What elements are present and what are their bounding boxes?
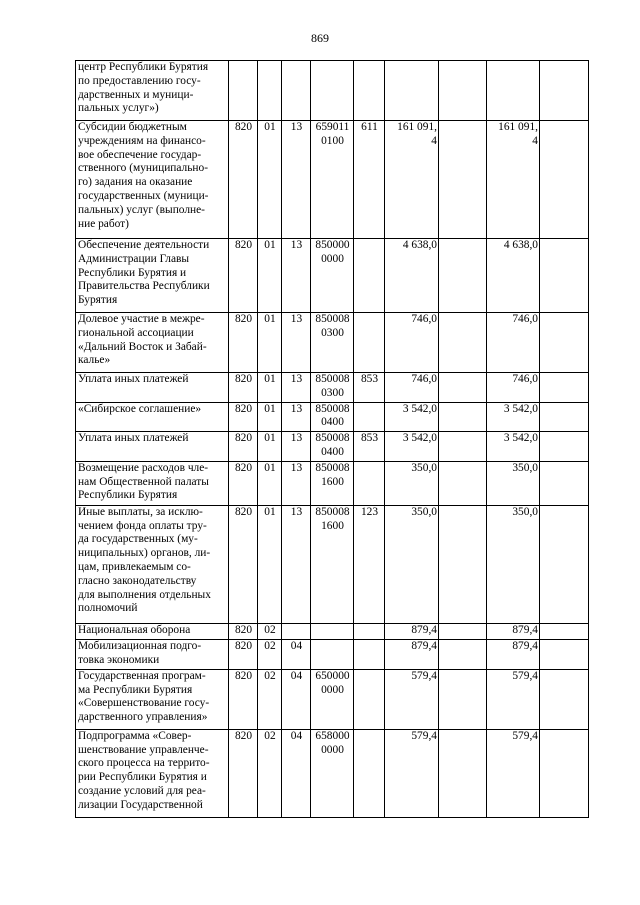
- cell-line: 879,4: [512, 623, 538, 636]
- cell-amount-2: [487, 461, 540, 505]
- cell-amount: [385, 239, 439, 313]
- cell-empty: [540, 729, 589, 817]
- cell-pr: 04: [282, 639, 311, 669]
- cell-amount: [385, 313, 439, 373]
- cell-rz: 01: [258, 432, 282, 462]
- cell-rz: 01: [258, 239, 282, 313]
- table-row: [76, 461, 589, 505]
- cell-csr: [311, 61, 354, 121]
- cell-pr: 13: [282, 402, 311, 432]
- cell-rz: 01: [258, 373, 282, 403]
- table-row: [76, 623, 589, 639]
- cell-line: 0000: [321, 683, 344, 696]
- cell-empty: [540, 373, 589, 403]
- cell-line: создание условий для реа-: [78, 784, 206, 797]
- cell-name: [76, 639, 229, 669]
- cell-amount-2: [487, 61, 540, 121]
- cell-empty: [540, 639, 589, 669]
- cell-empty: [540, 669, 589, 729]
- cell-line: 658000: [315, 729, 350, 742]
- table-row: [76, 121, 589, 239]
- cell-ved: 820: [229, 121, 258, 239]
- table-row: [76, 402, 589, 432]
- table-row: [76, 432, 589, 462]
- cell-line: 350,0: [512, 461, 538, 474]
- cell-empty: [439, 121, 487, 239]
- page-number: 869: [311, 31, 329, 45]
- cell-ved: 820: [229, 432, 258, 462]
- cell-line: го) задания на оказание: [78, 176, 193, 189]
- cell-line: 4 638,0: [503, 239, 538, 251]
- table-row: [76, 61, 589, 121]
- cell-amount-2: [487, 669, 540, 729]
- cell-vr: 611: [354, 121, 385, 239]
- cell-name: [76, 461, 229, 505]
- cell-line: Республики Бурятия и: [78, 266, 187, 279]
- cell-amount-2: [487, 505, 540, 623]
- cell-line: 3 542,0: [503, 402, 538, 415]
- cell-line: Подпрограмма «Совер-: [78, 729, 192, 742]
- cell-csr: [311, 639, 354, 669]
- cell-line: 1600: [321, 519, 344, 532]
- cell-line: 850008: [315, 461, 350, 474]
- cell-line: Долевое участие в межре-: [78, 313, 205, 325]
- cell-csr: [311, 121, 354, 239]
- cell-amount: [385, 61, 439, 121]
- cell-line: 3 542,0: [402, 432, 437, 445]
- cell-line: лизации Государственной: [78, 798, 203, 811]
- cell-line: 746,0: [512, 373, 538, 385]
- cell-line: государственных (муници-: [78, 189, 209, 202]
- cell-line: 4: [431, 134, 437, 147]
- cell-line: Мобилизационная подго-: [78, 639, 202, 652]
- cell-amount: [385, 432, 439, 462]
- table-row: [76, 669, 589, 729]
- cell-rz: 01: [258, 461, 282, 505]
- cell-empty: [540, 121, 589, 239]
- cell-line: 350,0: [411, 505, 437, 518]
- cell-name: [76, 313, 229, 373]
- cell-ved: 820: [229, 623, 258, 639]
- cell-line: Республики Бурятия: [78, 489, 178, 502]
- cell-rz: 02: [258, 669, 282, 729]
- cell-empty: [540, 623, 589, 639]
- cell-empty: [540, 461, 589, 505]
- cell-rz: 01: [258, 402, 282, 432]
- cell-line: полномочий: [78, 602, 138, 615]
- cell-line: пальных услуг»): [78, 102, 159, 115]
- cell-empty: [540, 61, 589, 121]
- cell-amount-2: [487, 432, 540, 462]
- table-row: [76, 313, 589, 373]
- cell-rz: 02: [258, 639, 282, 669]
- cell-line: 879,4: [411, 623, 437, 636]
- cell-pr: 13: [282, 313, 311, 373]
- cell-name: [76, 121, 229, 239]
- cell-ved: 820: [229, 729, 258, 817]
- cell-line: 0000: [321, 743, 344, 756]
- cell-line: 350,0: [512, 505, 538, 518]
- cell-amount-2: [487, 239, 540, 313]
- cell-amount-2: [487, 402, 540, 432]
- cell-csr: [311, 505, 354, 623]
- cell-line: 746,0: [512, 313, 538, 325]
- cell-vr: 853: [354, 432, 385, 462]
- cell-csr: [311, 623, 354, 639]
- cell-line: 746,0: [411, 373, 437, 385]
- cell-empty: [439, 239, 487, 313]
- cell-empty: [439, 669, 487, 729]
- cell-line: 4 638,0: [402, 239, 437, 251]
- cell-name: [76, 669, 229, 729]
- cell-line: Бурятия: [78, 294, 118, 307]
- cell-empty: [540, 313, 589, 373]
- cell-line: да государственных (му-: [78, 533, 198, 546]
- table-row: [76, 373, 589, 403]
- cell-empty: [540, 402, 589, 432]
- cell-empty: [439, 639, 487, 669]
- cell-line: 850008: [315, 402, 350, 415]
- cell-rz: 02: [258, 623, 282, 639]
- cell-line: ственного (муниципально-: [78, 162, 209, 175]
- cell-ved: 820: [229, 239, 258, 313]
- cell-line: 0300: [321, 386, 344, 399]
- cell-pr: 04: [282, 729, 311, 817]
- cell-rz: [258, 61, 282, 121]
- cell-empty: [439, 505, 487, 623]
- cell-name: [76, 239, 229, 313]
- cell-amount-2: [487, 373, 540, 403]
- cell-pr: 13: [282, 121, 311, 239]
- cell-line: 4: [532, 134, 538, 147]
- cell-line: 579,4: [411, 729, 437, 742]
- cell-vr: [354, 623, 385, 639]
- cell-line: «Сибирское соглашение»: [78, 402, 202, 415]
- cell-pr: 13: [282, 373, 311, 403]
- cell-vr: 123: [354, 505, 385, 623]
- cell-line: 850008: [315, 432, 350, 445]
- cell-pr: 13: [282, 505, 311, 623]
- cell-line: «Дальний Восток и Забай-: [78, 340, 207, 353]
- cell-ved: 820: [229, 669, 258, 729]
- cell-line: Национальная оборона: [78, 623, 191, 636]
- cell-amount: [385, 461, 439, 505]
- cell-line: товка экономики: [78, 653, 160, 666]
- cell-empty: [439, 432, 487, 462]
- cell-csr: [311, 239, 354, 313]
- cell-vr: [354, 239, 385, 313]
- cell-line: 850008: [315, 313, 350, 325]
- cell-amount-2: [487, 121, 540, 239]
- cell-amount: [385, 505, 439, 623]
- cell-amount-2: [487, 313, 540, 373]
- cell-line: 850000: [315, 239, 350, 251]
- cell-line: 0400: [321, 416, 344, 429]
- cell-line: 161 091,: [498, 121, 538, 133]
- cell-line: по предоставлению госу-: [78, 74, 201, 87]
- cell-line: 0400: [321, 445, 344, 458]
- cell-amount-2: [487, 729, 540, 817]
- cell-line: 579,4: [512, 669, 538, 682]
- cell-name: [76, 505, 229, 623]
- cell-line: 746,0: [411, 313, 437, 325]
- cell-line: 579,4: [512, 729, 538, 742]
- cell-pr: [282, 61, 311, 121]
- cell-line: 879,4: [512, 639, 538, 652]
- cell-amount: [385, 639, 439, 669]
- cell-vr: 853: [354, 373, 385, 403]
- cell-line: пальных) услуг (выполне-: [78, 203, 205, 216]
- cell-line: Обеспечение деятельности: [78, 239, 210, 251]
- cell-line: Субсидии бюджетным: [78, 121, 187, 133]
- cell-line: ского процесса на террито-: [78, 757, 210, 770]
- budget-table: [75, 60, 589, 818]
- cell-amount: [385, 402, 439, 432]
- cell-rz: 01: [258, 121, 282, 239]
- cell-line: 0300: [321, 326, 344, 339]
- cell-line: цам, привлекаемым со-: [78, 560, 191, 573]
- cell-ved: 820: [229, 461, 258, 505]
- cell-vr: [354, 61, 385, 121]
- cell-line: 650000: [315, 669, 350, 682]
- cell-line: 850008: [315, 505, 350, 518]
- cell-name: [76, 61, 229, 121]
- cell-empty: [439, 373, 487, 403]
- cell-line: калье»: [78, 354, 111, 367]
- cell-line: Уплата иных платежей: [78, 373, 189, 385]
- table-row: [76, 639, 589, 669]
- cell-name: [76, 373, 229, 403]
- cell-vr: [354, 639, 385, 669]
- cell-vr: [354, 402, 385, 432]
- cell-empty: [439, 313, 487, 373]
- cell-vr: [354, 461, 385, 505]
- cell-line: Уплата иных платежей: [78, 432, 189, 445]
- cell-vr: [354, 313, 385, 373]
- cell-line: шенствование управленче-: [78, 743, 209, 756]
- cell-pr: 04: [282, 669, 311, 729]
- cell-line: 659011: [315, 121, 350, 133]
- cell-line: 579,4: [411, 669, 437, 682]
- cell-amount: [385, 729, 439, 817]
- cell-pr: 13: [282, 432, 311, 462]
- cell-line: гласно законодательству: [78, 574, 197, 587]
- cell-line: 3 542,0: [503, 432, 538, 445]
- cell-csr: [311, 432, 354, 462]
- cell-pr: 13: [282, 239, 311, 313]
- cell-amount: [385, 373, 439, 403]
- cell-amount: [385, 623, 439, 639]
- table-row: [76, 239, 589, 313]
- cell-name: [76, 729, 229, 817]
- cell-amount: [385, 121, 439, 239]
- cell-rz: 01: [258, 313, 282, 373]
- cell-line: 1600: [321, 475, 344, 488]
- cell-line: дарственных и муници-: [78, 88, 194, 101]
- cell-line: вое обеспечение государ-: [78, 148, 202, 161]
- cell-pr: 13: [282, 461, 311, 505]
- cell-line: рии Республики Бурятия и: [78, 771, 207, 784]
- cell-ved: 820: [229, 373, 258, 403]
- cell-ved: [229, 61, 258, 121]
- cell-empty: [540, 505, 589, 623]
- cell-empty: [439, 623, 487, 639]
- cell-rz: 01: [258, 505, 282, 623]
- cell-line: 850008: [315, 373, 350, 385]
- cell-vr: [354, 669, 385, 729]
- cell-empty: [439, 402, 487, 432]
- cell-line: дарственного управления»: [78, 711, 208, 724]
- cell-csr: [311, 373, 354, 403]
- cell-line: для выполнения отдельных: [78, 588, 211, 601]
- cell-line: 0100: [321, 134, 344, 147]
- cell-csr: [311, 461, 354, 505]
- cell-csr: [311, 313, 354, 373]
- cell-line: Иные выплаты, за исклю-: [78, 505, 203, 518]
- cell-line: учреждениям на финансо-: [78, 134, 206, 147]
- cell-empty: [540, 432, 589, 462]
- cell-line: нам Общественной палаты: [78, 475, 209, 488]
- cell-line: 0000: [321, 252, 344, 265]
- cell-line: ма Республики Бурятия: [78, 683, 193, 696]
- cell-amount-2: [487, 623, 540, 639]
- table-row: [76, 505, 589, 623]
- cell-empty: [439, 729, 487, 817]
- cell-line: 350,0: [411, 461, 437, 474]
- cell-csr: [311, 729, 354, 817]
- cell-name: [76, 432, 229, 462]
- cell-line: Возмещение расходов чле-: [78, 461, 209, 474]
- cell-ved: 820: [229, 505, 258, 623]
- cell-line: Государственная програм-: [78, 669, 206, 682]
- cell-line: чением фонда оплаты тру-: [78, 519, 207, 532]
- cell-name: [76, 623, 229, 639]
- cell-line: центр Республики Бурятия: [78, 61, 209, 73]
- cell-line: ниципальных) органов, ли-: [78, 547, 211, 560]
- cell-line: «Совершенствование госу-: [78, 697, 210, 710]
- cell-line: Администрации Главы: [78, 252, 190, 265]
- cell-name: [76, 402, 229, 432]
- cell-line: Правительства Республики: [78, 280, 210, 293]
- cell-line: гиональной ассоциации: [78, 326, 194, 339]
- table-row: [76, 729, 589, 817]
- cell-empty: [540, 239, 589, 313]
- cell-line: ние работ): [78, 217, 129, 230]
- cell-amount: [385, 669, 439, 729]
- cell-pr: [282, 623, 311, 639]
- cell-line: 161 091,: [397, 121, 437, 133]
- cell-rz: 02: [258, 729, 282, 817]
- cell-empty: [439, 61, 487, 121]
- cell-ved: 820: [229, 639, 258, 669]
- cell-line: 3 542,0: [402, 402, 437, 415]
- cell-line: 879,4: [411, 639, 437, 652]
- cell-csr: [311, 669, 354, 729]
- cell-empty: [439, 461, 487, 505]
- cell-csr: [311, 402, 354, 432]
- cell-amount-2: [487, 639, 540, 669]
- cell-vr: [354, 729, 385, 817]
- cell-ved: 820: [229, 313, 258, 373]
- cell-ved: 820: [229, 402, 258, 432]
